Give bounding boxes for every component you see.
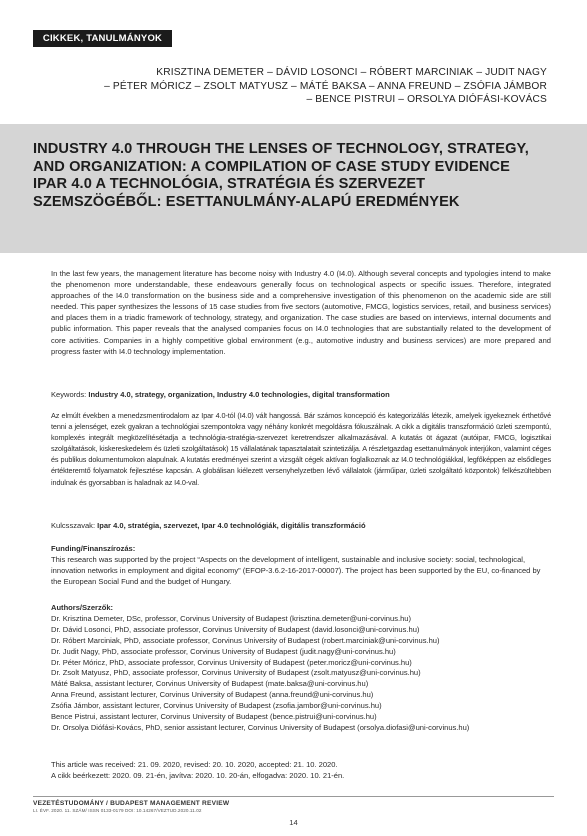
section-tag: CIKKEK, TANULMÁNYOK (33, 30, 172, 47)
author-entry: Zsófia Jámbor, assistant lecturer, Corvinus University of Budapest (zsofia.jambor@uni-corvinus.hu) (51, 701, 382, 711)
keywords-value: Ipar 4.0, stratégia, szervezet, Ipar 4.0 technológiák, digitális transzformáció (97, 521, 366, 530)
abstract-hungarian: Az elmúlt években a menedzsmentirodalom az Ipar 4.0-tól (I4.0) vált hangossá. Bár számos koncepció és kategorizálás létezik, amelyek igyekeznek érthetővé tenni a jelenséget, ezek gyakran a technológiai szempontokra vagy néhány konkrét megoldásra fókuszálnak. A cikk a digitális transzformáció üzleti szempontú, komplexés integrált megközelítésétadja a technológia-stratégia-szervezet keretrendszer alkalmazásával. A kutatás öt ágazat (autóipar, FMCG, logisztikai szolgáltatások, kiskereskedelem és üzleti szolgáltatások) 15 vállalatának tapasztalatait szintetizálja. A részletgazdag esettanulmányok interjúkon, valamint céges és publikus dokumentumokon alapulnak. A kutatás eredményei szerint a vizsgált cégek aktívan foglalkoznak az I4.0 technológiákkal, legfőképpen az elsődleges értékteremtő folyamatok fejlesztése kapcsán. A globálisan kiélezett versenyhelyzetben lévő vállalatok (járműipar, üzleti szolgáltató központok) felkészültebben indulnak és gyorsabban is haladnak az I4.0-val. (51, 411, 551, 487)
authors-heading: Authors/Szerzők: (51, 603, 114, 612)
title-line-hu: SZEMSZÖGÉBŐL: ESETTANULMÁNY-ALAPÚ EREDMÉNYEK (33, 193, 460, 210)
article-dates (51, 760, 551, 782)
author-entry: Dr. Judit Nagy, PhD, associate professor, Corvinus University of Budapest (judit.nagy@uni-corvinus.hu) (51, 646, 396, 656)
title-line-en: INDUSTRY 4.0 THROUGH THE LENSES OF TECHNOLOGY, STRATEGY, (33, 141, 529, 157)
keywords-label: Keywords: (51, 390, 87, 399)
author-entry: Dr. Dávid Losonci, PhD, associate professor, Corvinus University of Budapest (david.losonci@uni-corvinus.hu) (51, 624, 420, 634)
author-line: KRISZTINA DEMETER – DÁVID LOSONCI – RÓBERT MARCINIAK – JUDIT NAGY (156, 67, 547, 78)
title-line-en: AND ORGANIZATION: A COMPILATION OF CASE STUDY EVIDENCE (33, 158, 511, 175)
author-entry: Dr. Zsolt Matyusz, PhD, associate professor, Corvinus University of Budapest (zsolt.matyusz@uni-corvinus.hu) (51, 668, 421, 678)
page-number: 14 (289, 818, 298, 827)
author-entry: Dr. Krisztina Demeter, DSc, professor, Corvinus University of Budapest (krisztina.demeter@uni-corvinus.hu) (51, 613, 411, 623)
author-entry: Dr. Róbert Marciniak, PhD, associate professor, Corvinus University of Budapest (robert.marciniak@uni-corvinus.hu) (51, 635, 440, 645)
authors-section (51, 603, 551, 734)
author-names (67, 66, 547, 107)
date-line-hu: A cikk beérkezett: 2020. 09. 21-én, javítva: 2020. 10. 20-án, elfogadva: 2020. 10. 21-én. (51, 770, 345, 780)
keywords-value: Industry 4.0, strategy, organization, Industry 4.0 technologies, digital transformation (88, 390, 390, 399)
title-line-hu: IPAR 4.0 A TECHNOLÓGIA, STRATÉGIA ÉS SZERVEZET (33, 176, 426, 193)
journal-name: VEZETÉSTUDOMÁNY / BUDAPEST MANAGEMENT REVIEW (33, 800, 230, 807)
author-entry: Dr. Péter Móricz, PhD, associate professor, Corvinus University of Budapest (peter.moricz@uni-corvinus.hu) (51, 657, 412, 667)
funding-section (51, 544, 551, 588)
funding-heading: Funding/Finanszírozás: (51, 544, 136, 553)
article-title (33, 141, 563, 211)
footer-divider (33, 796, 554, 797)
date-line-en: This article was received: 21. 09. 2020, revised: 20. 10. 2020, accepted: 21. 10. 2020. (51, 760, 338, 769)
author-line: – PÉTER MÓRICZ – ZSOLT MATYUSZ – MÁTÉ BAKSA – ANNA FREUND – ZSÓFIA JÁMBOR (104, 80, 547, 92)
keywords-label: Kulcsszavak: (51, 521, 96, 530)
keywords-hungarian (51, 520, 551, 531)
author-entry: Dr. Orsolya Diófási-Kovács, PhD, senior assistant lecturer, Corvinus University of Budapest (orsolya.diofasi@uni-corvinus.hu) (51, 722, 470, 732)
author-entry: Bence Pistrui, assistant lecturer, Corvinus University of Budapest (bence.pistrui@uni-corvinus.hu) (51, 712, 377, 722)
funding-text: This research was supported by the project “Aspects on the development of intelligent, sustainable and inclusive society: social, technological, innovation networks in employment and digital economy” (EFOP-3.6.2-16-2017-00007). The project has been supported by the EU, co-financed by the European Social Fund and the budget of Hungary. (51, 554, 541, 586)
abstract-english: In the last few years, the management literature has become noisy with Industry 4.0 (I4.0). Although several concepts and typologies intend to make the phenomenon more understandable, these endeavours generally focus on technological aspects or specific issues. Therefore, integrated approaches of the I4.0 transformation on the business side and a comprehensive investigation of this phenomenon on the academic side are still needed. This paper synthesizes the lessons of 15 case studies from five sectors (automotive, FMCG, logistics services, retail, and business services) and places them in a triadic framework of technology, strategy, and organization. The case studies are based on interviews, internal documents and public information. This paper reveals that the analysed companies focus on I4.0 technologies that are substantially related to the development of core activities. Companies in a highly competitive global environment (e.g., automotive industry and business services) are more prepared and progress faster with I4.0 technology implementation. (51, 269, 551, 356)
journal-issn: LI. ÉVF. 2020. 11. SZÁM/ ISSN 0133-0179 DOI: 10.14267/VEZTUD.2020.11.02 (33, 808, 202, 813)
author-entry: Anna Freund, assistant lecturer, Corvinus University of Budapest (anna.freund@uni-corvinus.hu) (51, 690, 374, 700)
keywords-english (51, 389, 551, 400)
author-line: – BENCE PISTRUI – ORSOLYA DIÓFÁSI-KOVÁCS (306, 94, 547, 106)
author-entry: Máté Baksa, assistant lecturer, Corvinus University of Budapest (mate.baksa@uni-corvinus.hu) (51, 679, 369, 689)
